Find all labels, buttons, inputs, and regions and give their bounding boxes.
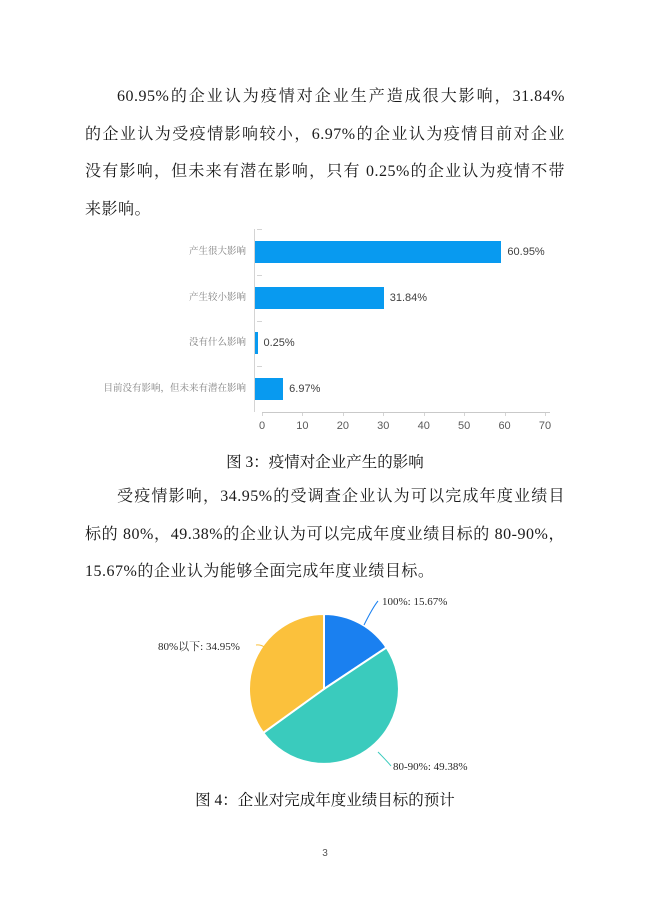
bar-row <box>100 275 570 321</box>
page-number: 3 <box>322 848 328 859</box>
bar <box>255 241 501 263</box>
bar-category-label: 产生较小影响 <box>188 291 246 303</box>
pie-chart-canvas <box>140 595 520 785</box>
bar-category-label: 目前没有影响，但未来有潜在影响 <box>103 383 246 395</box>
pie-label-80-90: 80-90%: 49.38% <box>393 761 468 773</box>
paragraph-line: 标的 80%，49.38%的企业认为可以完成年度业绩目标的 80-90%， <box>85 525 565 543</box>
x-axis-tick-label: 40 <box>417 420 430 432</box>
pie-label-100: 100%: 15.67% <box>382 596 448 608</box>
bar-value-label: 6.97% <box>289 383 321 396</box>
paragraph <box>85 478 565 591</box>
bar-chart-x-axis <box>258 412 552 442</box>
x-axis-tickmark <box>505 413 506 416</box>
x-axis-tickmark <box>464 413 465 416</box>
pie-label-below-80: 80%以下: 34.95% <box>158 641 240 653</box>
bar-value-label: 0.25% <box>263 337 295 350</box>
figure4-caption: 图 4：企业对完成年度业绩目标的预计 <box>195 792 455 809</box>
paragraph <box>85 78 565 228</box>
bar-chart <box>100 229 570 444</box>
bar-value-label: 31.84% <box>389 291 428 304</box>
bar-row <box>100 321 570 367</box>
callout-line-100 <box>364 601 378 625</box>
paragraph-line: 受疫情影响，34.95%的受调查企业认为可以完成年度业绩目 <box>117 488 565 505</box>
x-axis-tick-label: 60 <box>498 420 511 432</box>
bar-category-label: 产生很大影响 <box>188 245 246 257</box>
pie-chart <box>140 595 520 785</box>
paragraph-line: 15.67%的企业认为能够全面完成年度业绩目标。 <box>85 563 435 581</box>
x-axis-tickmark <box>424 413 425 416</box>
x-axis-tick-label: 20 <box>336 420 349 432</box>
x-axis-tickmark <box>343 413 344 416</box>
bar-category-label: 没有什么影响 <box>188 337 246 349</box>
x-axis-tickmark <box>545 413 546 416</box>
paragraph-line: 60.95%的企业认为疫情对企业生产造成很大影响，31.84% <box>117 88 565 105</box>
x-axis-tick-label: 50 <box>458 420 471 432</box>
paragraph-line: 没有影响，但未来有潜在影响，只有 0.25%的企业认为疫情不带 <box>85 163 565 181</box>
bar <box>255 332 258 354</box>
x-axis-tick-label: 70 <box>538 420 552 432</box>
bar-chart-rows <box>100 229 570 412</box>
callout-line-80-90 <box>378 752 391 766</box>
x-axis-tickmark <box>262 413 263 416</box>
figure3-caption: 图 3：疫情对企业产生的影响 <box>226 454 424 471</box>
paragraph-line: 来影响。 <box>85 200 152 218</box>
x-axis-tickmark <box>302 413 303 416</box>
x-axis-tick-label: 30 <box>377 420 390 432</box>
bar-track <box>254 229 570 275</box>
bar-row <box>100 366 570 412</box>
bar <box>255 378 283 400</box>
bar-track <box>254 275 570 321</box>
x-axis-tick-label: 10 <box>296 420 309 432</box>
x-axis-tick-label: 0 <box>258 420 266 432</box>
bar-track <box>254 321 570 367</box>
paragraph-line: 的企业认为受疫情影响较小，6.97%的企业认为疫情目前对企业 <box>85 125 565 143</box>
bar-row <box>100 229 570 275</box>
bar-track <box>254 366 570 412</box>
x-axis-tickmark <box>383 413 384 416</box>
bar-value-label: 60.95% <box>507 245 545 258</box>
bar <box>255 287 384 309</box>
